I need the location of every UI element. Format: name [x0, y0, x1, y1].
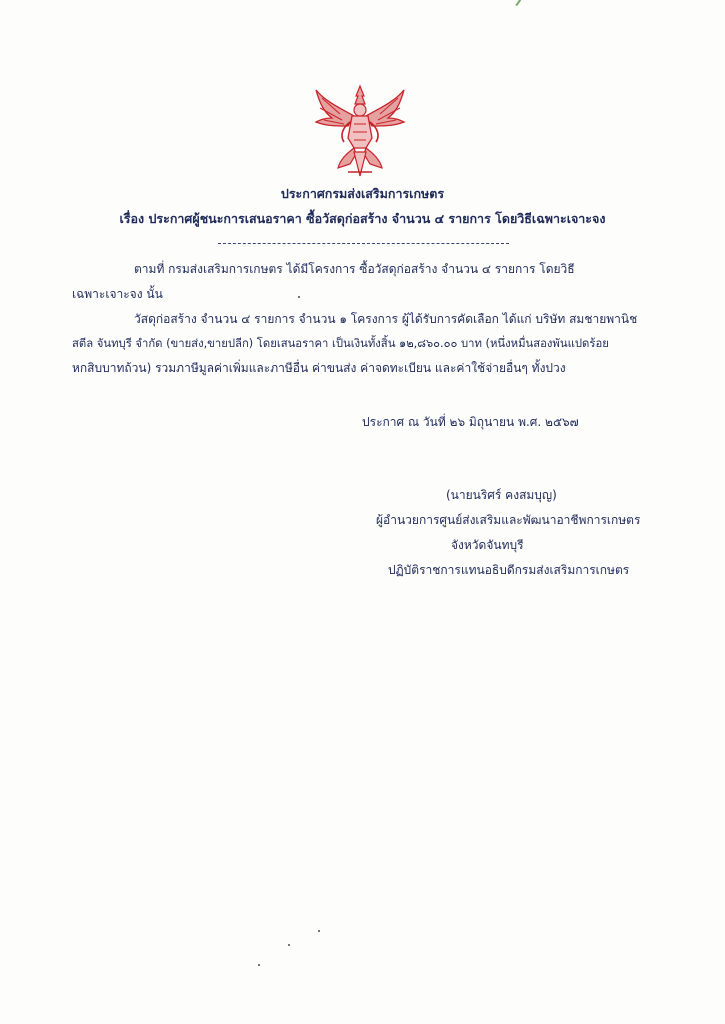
scan-speck	[298, 296, 300, 298]
signatory-position-line3: ปฏิบัติราชการแทนอธิบดีกรมส่งเสริมการเกษตร	[388, 563, 630, 577]
scan-speck	[258, 964, 260, 966]
para2-line1: วัสดุก่อสร้าง จำนวน ๔ รายการ จำนวน ๑ โครงการ ผู้ได้รับการคัดเลือก ได้แก่ บริษัท สมชายพานิช	[134, 312, 638, 326]
heading-divider	[218, 243, 509, 244]
subject-heading: เรื่อง ประกาศผู้ชนะการเสนอราคา ซื้อวัสดุก่อสร้าง จำนวน ๔ รายการ โดยวิธีเฉพาะเจาะจง	[119, 211, 606, 226]
garuda-emblem-icon	[310, 82, 410, 182]
announcement-date: ประกาศ ณ วันที่ ๒๖ มิถุนายน พ.ศ. ๒๕๖๗	[362, 415, 579, 429]
para2-line2: สตีล จันทบุรี จำกัด (ขายส่ง,ขายปลีก) โดยเสนอราคา เป็นเงินทั้งสิ้น ๑๒,๘๖๐.๐๐ บาท (หนึ่งหมื่นสองพันแปดร้อย	[72, 337, 609, 350]
signatory-position-line2: จังหวัดจันทบุรี	[451, 538, 524, 552]
signatory-name: (นายนริศร์ คงสมบุญ)	[446, 488, 557, 502]
scan-speck	[318, 930, 320, 932]
scan-speck	[288, 944, 290, 946]
para1-line2: เฉพาะเจาะจง นั้น	[72, 287, 163, 301]
para1-line1: ตามที่ กรมส่งเสริมการเกษตร ได้มีโครงการ ซื้อวัสดุก่อสร้าง จำนวน ๔ รายการ โดยวิธี	[134, 262, 575, 276]
agency-heading: ประกาศกรมส่งเสริมการเกษตร	[280, 186, 445, 201]
para2-line3: หกสิบบาทถ้วน) รวมภาษีมูลค่าเพิ่มและภาษีอื่น ค่าขนส่ง ค่าจดทะเบียน และค่าใช้จ่ายอื่นๆ ทั้งปวง	[72, 361, 566, 375]
signatory-position-line1: ผู้อำนวยการศูนย์ส่งเสริมและพัฒนาอาชีพการเกษตร	[376, 513, 641, 527]
corner-mark	[515, 0, 526, 10]
